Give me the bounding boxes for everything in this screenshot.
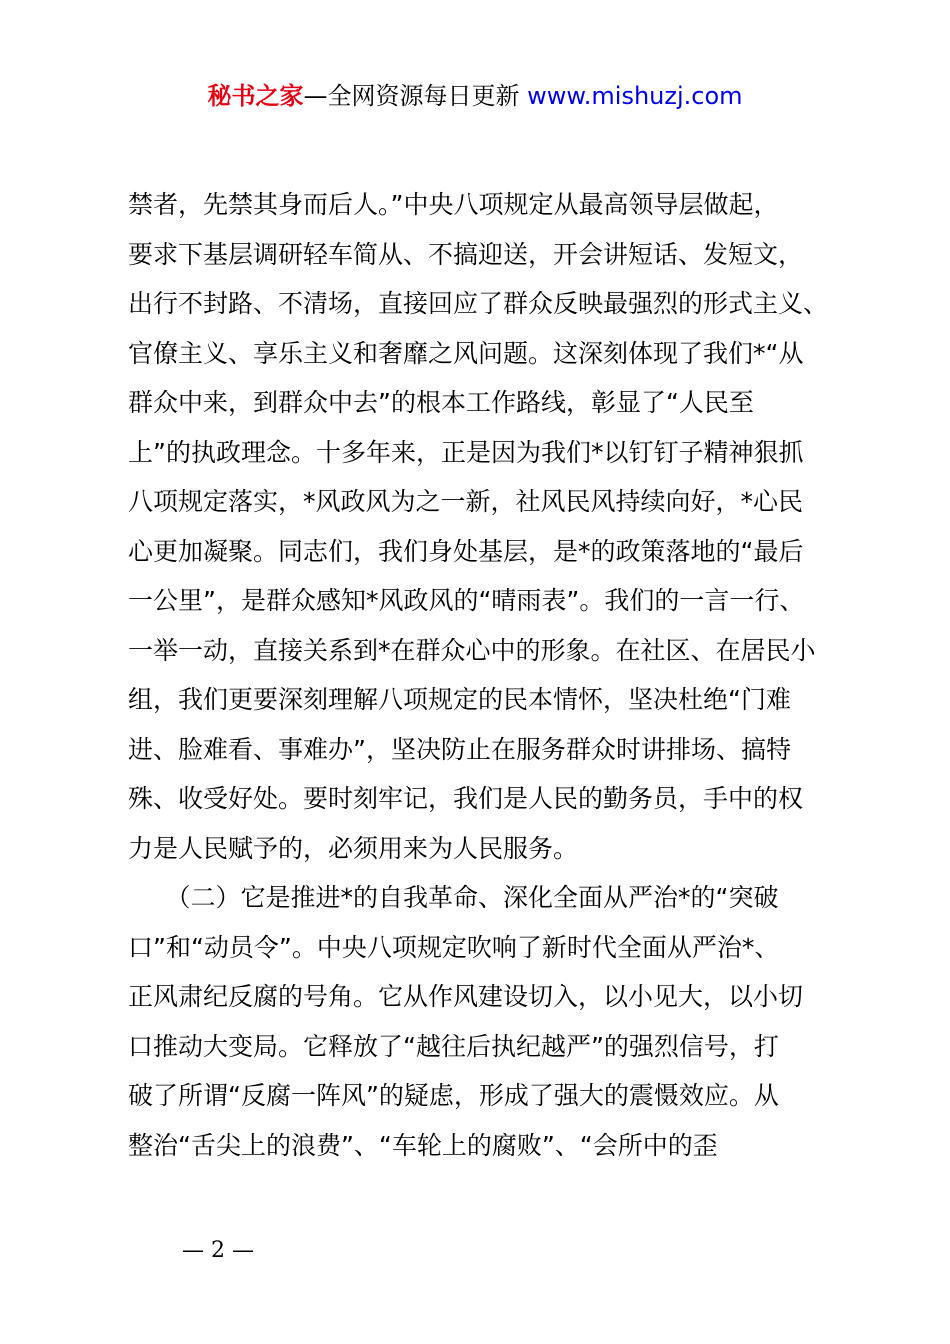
text-line: 禁者，先禁其身而后人。”中央八项规定从最高领导层做起， <box>128 190 779 219</box>
page-number: — 2 — <box>182 1238 254 1263</box>
text-line: 力是人民赋予的，必须用来为人民服务。 <box>128 833 579 863</box>
text-line: 要求下基层调研轻车简从、不搞迎送，开会讲短话、发短文， <box>128 239 804 269</box>
text-line: 殊、收受好处。要时刻牢记，我们是人民的勤务员，手中的权 <box>128 784 804 813</box>
site-header <box>0 80 950 112</box>
text-line: 一举一动，直接关系到*在群众心中的形象。在社区、在居民小 <box>128 635 816 665</box>
site-tagline: —全网资源每日更新 <box>303 82 528 110</box>
text-line: 心更加凝聚。同志们，我们身处基层，是*的政策落地的“最后 <box>128 536 804 566</box>
text-line: 八项规定落实，*风政风为之一新，社风民风持续向好，*心民 <box>128 487 804 516</box>
text-line: 破了所谓“反腐一阵风”的疑虑，形成了强大的震慑效应。从 <box>128 1081 779 1110</box>
text-line: 官僚主义、享乐主义和奢靡之风问题。这深刻体现了我们*“从 <box>128 338 804 368</box>
text-line: 口”和“动员令”。中央八项规定吹响了新时代全面从严治*、 <box>128 932 780 962</box>
text-line: 群众中来，到群众中去”的根本工作路线，彰显了“人民至 <box>128 388 754 417</box>
text-line: （二）它是推进*的自我革命、深化全面从严治*的“突破 <box>128 883 779 912</box>
text-line: 整治“舌尖上的浪费”、“车轮上的腐败”、“会所中的歪 <box>128 1130 718 1160</box>
text-line: 正风肃纪反腐的号角。它从作风建设切入，以小见大，以小切 <box>128 982 804 1011</box>
site-url-link[interactable]: www.mishuzj.com <box>527 82 743 110</box>
text-line: 口推动大变局。它释放了“越往后执纪越严”的强烈信号，打 <box>128 1031 779 1061</box>
text-line: 组，我们更要深刻理解八项规定的民本情怀，坚决杜绝“门难 <box>128 685 791 714</box>
text-line: 出行不封路、不清场，直接回应了群众反映最强烈的形式主义、 <box>128 289 829 318</box>
site-brand: 秘书之家 <box>207 82 304 110</box>
text-line: 进、脸难看、事难办”，坚决防止在服务群众时讲排场、搞特 <box>128 734 791 764</box>
text-line: 上”的执政理念。十多年来，正是因为我们*以钉钉子精神狠抓 <box>128 437 804 467</box>
text-line: 一公里”，是群众感知*风政风的“晴雨表”。我们的一言一行、 <box>128 586 805 615</box>
document-body <box>128 180 840 1170</box>
